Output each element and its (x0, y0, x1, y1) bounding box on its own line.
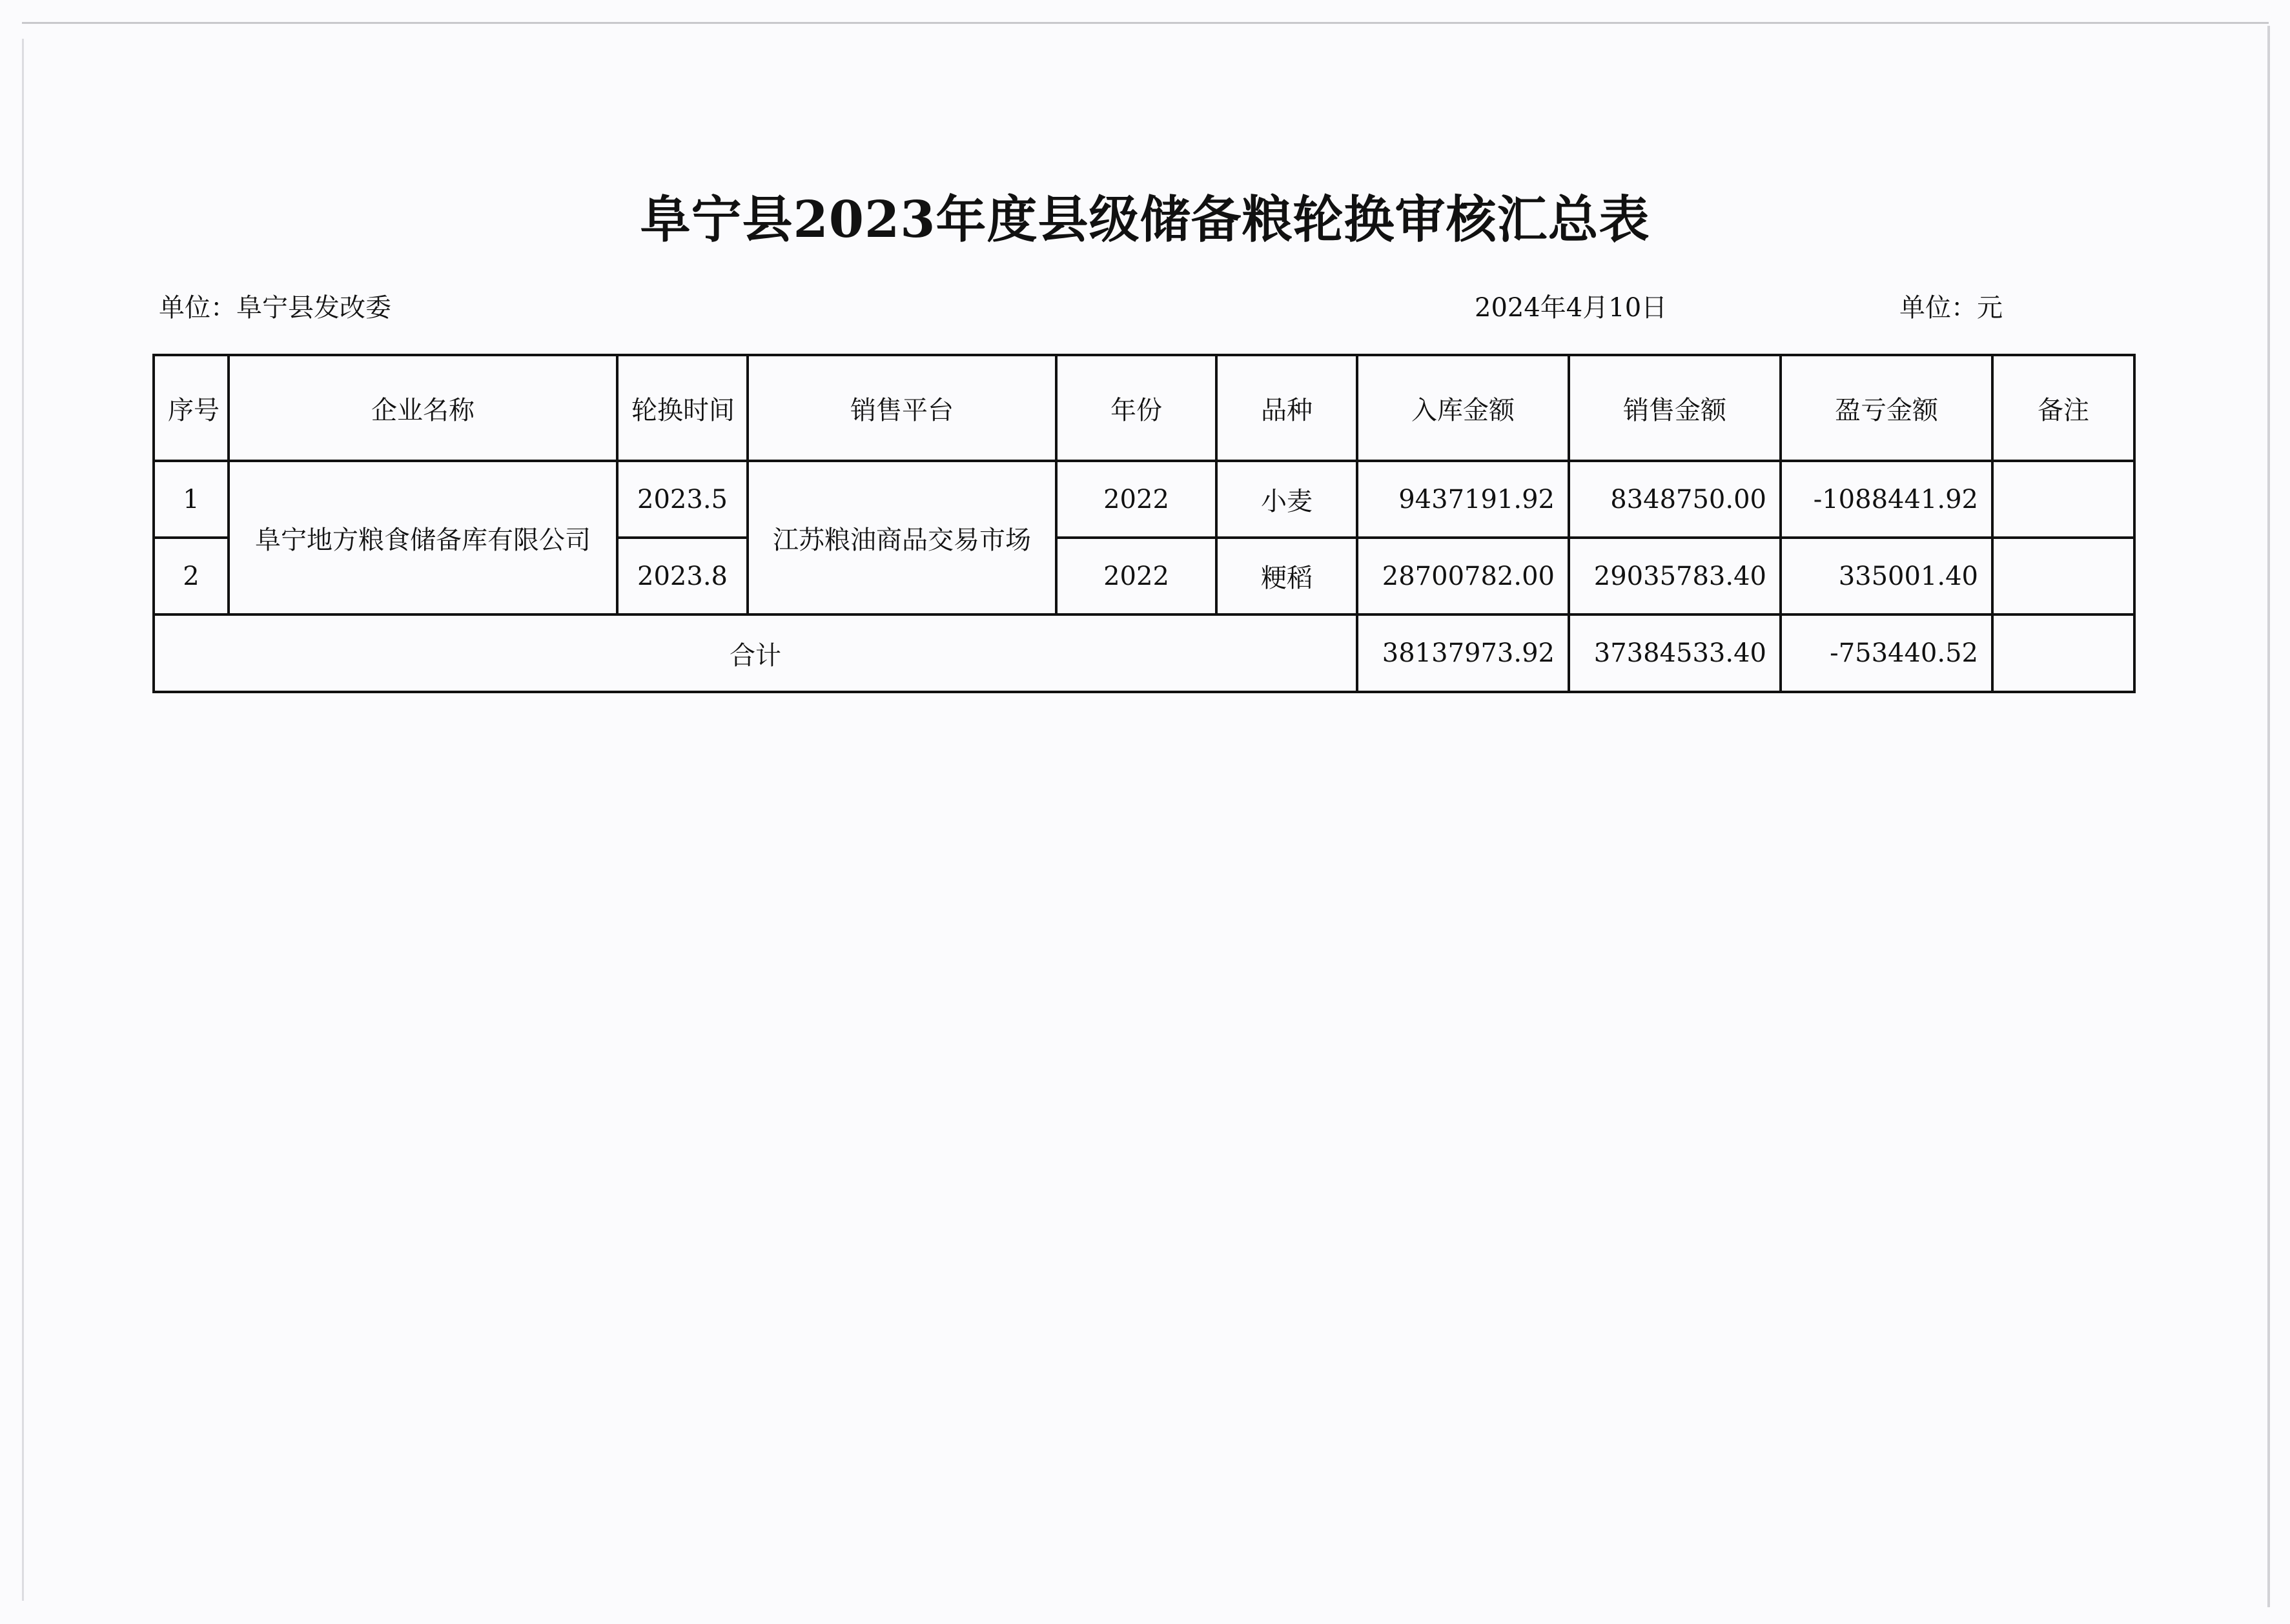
header-company: 企业名称 (229, 355, 617, 461)
header-in-amount: 入库金额 (1357, 355, 1569, 461)
table-row (154, 461, 2134, 538)
cell-rotation-time: 2023.5 (617, 461, 748, 538)
total-row (154, 614, 2134, 692)
cell-variety: 粳稻 (1216, 538, 1357, 614)
header-variety: 品种 (1216, 355, 1357, 461)
header-year: 年份 (1056, 355, 1216, 461)
cell-year: 2022 (1056, 538, 1216, 614)
header-sales-platform: 销售平台 (748, 355, 1056, 461)
cell-year: 2022 (1056, 461, 1216, 538)
header-note: 备注 (1992, 355, 2134, 461)
cell-rotation-time: 2023.8 (617, 538, 748, 614)
header-rotation-time: 轮换时间 (617, 355, 748, 461)
cell-seq: 2 (154, 538, 229, 614)
cell-seq: 1 (154, 461, 229, 538)
cell-sales-platform: 江苏粮油商品交易市场 (748, 461, 1056, 614)
total-label: 合计 (154, 614, 1357, 692)
cell-sale-amount: 29035783.40 (1569, 538, 1781, 614)
document-date: 2024年4月10日 (1475, 293, 1668, 323)
cell-profit-loss: 335001.40 (1781, 538, 1992, 614)
total-in-amount: 38137973.92 (1357, 614, 1569, 692)
header-seq: 序号 (154, 355, 229, 461)
cell-company: 阜宁地方粮食储备库有限公司 (229, 461, 617, 614)
scan-edge-left (22, 39, 24, 1601)
total-profit-loss: -753440.52 (1781, 614, 1992, 692)
total-note (1992, 614, 2134, 692)
cell-note (1992, 461, 2134, 538)
issuing-unit: 单位：阜宁县发改委 (159, 293, 391, 323)
cell-in-amount: 9437191.92 (1357, 461, 1569, 538)
currency-unit: 单位：元 (1899, 293, 2003, 323)
scan-edge-top (22, 22, 2269, 24)
scan-edge-right (2267, 26, 2270, 1607)
document-title: 阜宁县2023年度县级储备粮轮换审核汇总表 (640, 190, 1650, 249)
cell-sale-amount: 8348750.00 (1569, 461, 1781, 538)
header-profit-loss: 盈亏金额 (1781, 355, 1992, 461)
cell-variety: 小麦 (1216, 461, 1357, 538)
header-sale-amount: 销售金额 (1569, 355, 1781, 461)
cell-in-amount: 28700782.00 (1357, 538, 1569, 614)
cell-profit-loss: -1088441.92 (1781, 461, 1992, 538)
total-sale-amount: 37384533.40 (1569, 614, 1781, 692)
header-row (154, 355, 2134, 461)
summary-table (152, 354, 2136, 693)
cell-note (1992, 538, 2134, 614)
